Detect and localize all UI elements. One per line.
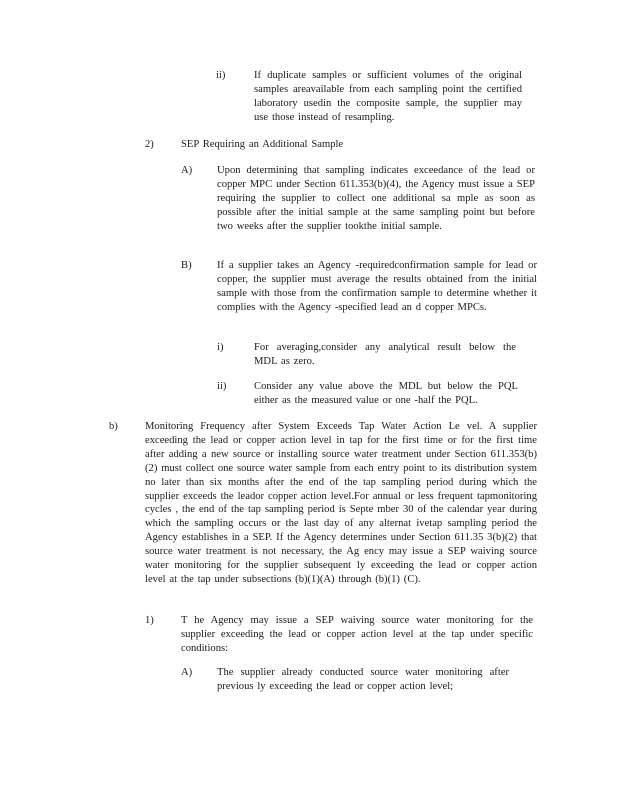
list-marker: A) <box>181 165 193 176</box>
list-marker: i) <box>217 342 224 353</box>
paragraph-text: Upon determining that sampling indicates exceedance of the lead or copper MPC under Section 611.353(b)(4), the Agency must issue a SEP requiring the supplier to collect one additional sa mple as soon as possible after the initial sample at the same sampling point but before two weeks after the supplier tookthe initial sample. <box>217 165 535 232</box>
list-marker: A) <box>181 667 193 678</box>
paragraph-text: For averaging,consider any analytical result below the MDL as zero. <box>254 342 516 367</box>
section-heading-text: SEP Requiring an Additional Sample <box>181 139 344 150</box>
list-marker: 2) <box>145 139 154 150</box>
list-marker: ii) <box>216 70 226 81</box>
paragraph-text: If duplicate samples or sufficient volumes of the original samples areavailable from each sampling point the certified laboratory usedin the composite sample, the supplier may use those instead of resampling. <box>254 70 522 123</box>
paragraph-text: Consider any value above the MDL but below the PQL either as the measured value or one -half the PQL. <box>254 381 518 406</box>
list-marker: b) <box>109 421 118 432</box>
list-marker: 1) <box>145 615 154 626</box>
paragraph-text: T he Agency may issue a SEP waiving source water monitoring for the supplier exceeding the lead or copper action level at the tap under specific conditions: <box>181 615 533 654</box>
paragraph-text: The supplier already conducted source water monitoring after previous ly exceeding the lead or copper action level; <box>217 667 509 692</box>
list-marker: B) <box>181 260 192 271</box>
list-marker: ii) <box>217 381 227 392</box>
paragraph-text: Monitoring Frequency after System Exceeds Tap Water Action Le vel. A supplier exceeding the lead or copper action level in tap for the first time or for the first time after adding a new source or installing source water treatment under Section 611.353(b)(2) must collect one source water sample from each entry point to its distribution system no later than six months after the end of the tap sampling period during which the supplier exceeds the leador copper action level.For annual or less frequent tapmonitoring cycles , the end of the tap sampling period is Septe mber 30 of the calendar year during which the sampling occurs or the last day of any alternat ivetap sampling period the Agency establishes in a SEP. If the Agency determines under Section 611.35 3(b)(2) that source water treatment is not necessary, the Ag ency may issue a SEP waiving source water monitoring for the supplier subsequent ly exceeding the lead or copper action level at the tap under subsections (b)(1)(A) through (b)(1) (C). <box>145 421 537 585</box>
paragraph-text: If a supplier takes an Agency -requiredconfirmation sample for lead or copper, the supplier must average the results obtained from the initial sample with those from the confirmation sample to determine whether it complies with the Agency -specified lead an d copper MPCs. <box>217 260 537 313</box>
